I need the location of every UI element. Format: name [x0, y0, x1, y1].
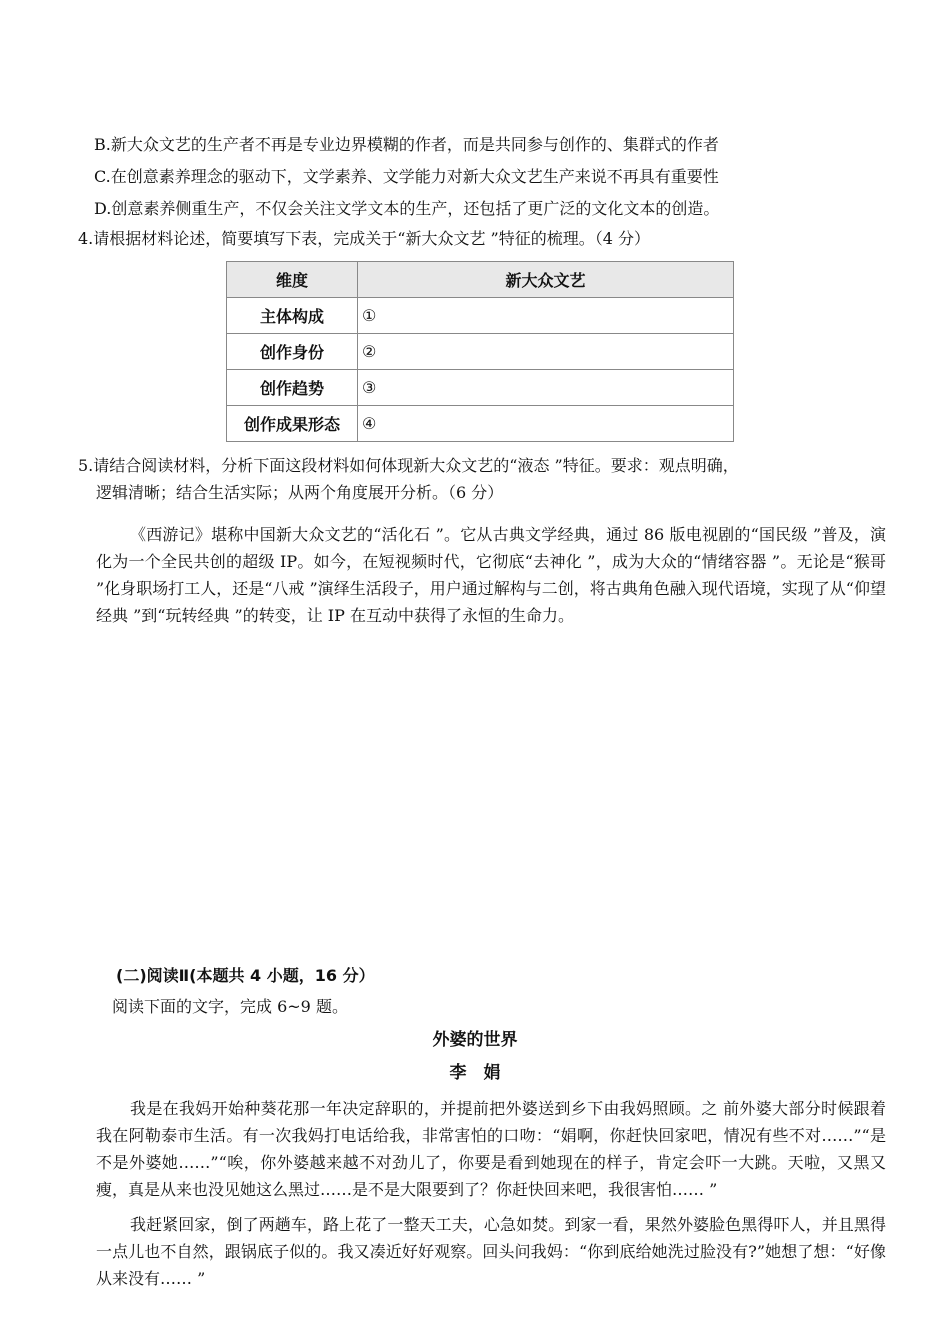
article-body	[96, 1095, 886, 1292]
article-author: 李 娟	[449, 1063, 501, 1083]
table-cell-dimension: 创作趋势	[227, 370, 358, 406]
option-b: B.新大众文艺的生产者不再是专业边界模糊的作者，而是共同参与创作的、集群式的作者	[94, 135, 719, 154]
table-cell-dimension: 主体构成	[227, 298, 358, 334]
question-4: 4.请根据材料论述，简要填写下表，完成关于“新大众文艺 ”特征的梳理。（4 分）	[78, 229, 650, 248]
option-d: D.创意素养侧重生产，不仅会关注文学文本的生产，还包括了更广泛的文化文本的创造。	[94, 199, 720, 218]
question-5-line-2: 逻辑清晰；结合生活实际；从两个角度展开分析。（6 分）	[96, 483, 504, 502]
table-header-new-mass-art: 新大众文艺	[358, 262, 734, 298]
table-row	[227, 370, 734, 406]
question-5-line-1: 5.请结合阅读材料，分析下面这段材料如何体现新大众文艺的“液态 ”特征。要求：观点明确，	[78, 456, 739, 475]
table-cell-answer: ④	[358, 406, 734, 442]
table-cell-answer: ②	[358, 334, 734, 370]
table-cell-dimension: 创作身份	[227, 334, 358, 370]
table-row	[227, 334, 734, 370]
table-cell-dimension: 创作成果形态	[227, 406, 358, 442]
article-paragraph: 我是在我妈开始种葵花那一年决定辞职的，并提前把外婆送到乡下由我妈照顾。之 前外婆大部分时候跟着我在阿勒泰市生活。有一次我妈打电话给我，非常害怕的口吻：“娟啊，你赶快回家吧，情况有些不对……”“是不是外婆她……”“唉，你外婆越来越不对劲儿了，你要是看到她现在的样子，肯定会吓一大跳。天啦，又黑又瘦，真是从来也没见她这么黑过……是不是大限要到了？你赶快回来吧，我很害怕…… ”	[96, 1099, 886, 1199]
table-cell-answer: ③	[358, 370, 734, 406]
table-header-row	[227, 262, 734, 298]
q5-passage	[96, 521, 886, 629]
passage-paragraph: 《西游记》堪称中国新大众文艺的“活化石 ”。它从古典文学经典，通过 86 版电视剧的“国民级 ”普及，演化为一个全民共创的超级 IP。如今，在短视频时代，它彻底“去神化 ”，成为大众的“情绪容器 ”。无论是“猴哥 ”化身职场打工人，还是“八戒 ”演绎生活段子，用户通过解构与二创，将古典角色融入现代语境，实现了从“仰望经典 ”到“玩转经典 ”的转变，让 IP 在互动中获得了永恒的生命力。	[96, 525, 886, 625]
section-heading: (二)阅读Ⅱ(本题共 4 小题，16 分）	[116, 966, 375, 985]
feature-table	[226, 261, 734, 442]
table-row	[227, 406, 734, 442]
table-cell-answer: ①	[358, 298, 734, 334]
article-title: 外婆的世界	[432, 1030, 518, 1050]
table-row	[227, 298, 734, 334]
section-instruction: 阅读下面的文字，完成 6~9 题。	[112, 997, 348, 1016]
option-c: C.在创意素养理念的驱动下，文学素养、文学能力对新大众文艺生产来说不再具有重要性	[94, 167, 719, 186]
article-paragraph: 我赶紧回家，倒了两趟车，路上花了一整天工夫，心急如焚。到家一看，果然外婆脸色黑得吓人，并且黑得一点儿也不自然，跟锅底子似的。我又凑近好好观察。回头问我妈：“你到底给她洗过脸没有?”她想了想：“好像从来没有…… ”	[96, 1215, 886, 1288]
table-header-dimension: 维度	[227, 262, 358, 298]
